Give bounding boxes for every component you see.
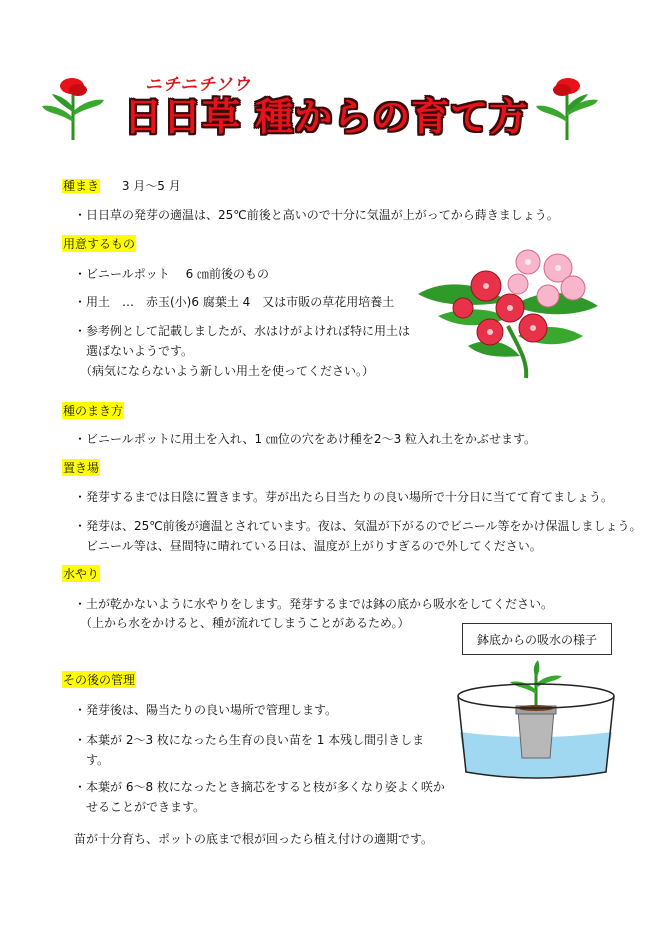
flower-sprout-icon-left — [38, 72, 108, 142]
placement-item2-line1: ・発芽は、25℃前後が適温とされています。夜は、気温が下がるのでビニール等をかけ保温しましょう。 — [74, 519, 642, 533]
sowing-row — [62, 177, 181, 194]
section-heading-materials: 用意するもの — [63, 237, 136, 251]
aftercare-item1: ・発芽後は、陽当たりの良い場所で管理します。 — [74, 703, 338, 717]
sowing-text: ・日日草の発芽の適温は、25℃前後と高いので十分に気温が上がってから蒔きましょう。 — [74, 208, 559, 222]
section-heading-sowing: 種まき — [63, 179, 100, 193]
aftercare-item3-line1: ・本葉が 6～8 枚になったとき摘芯をすると枝が多くなり姿よく咲か — [74, 780, 445, 794]
materials-item-soil: ・用土 … 赤玉(小)6 腐葉土 4 又は市販の草花用培養土 — [74, 295, 395, 309]
sowing-period: 3 月～5 月 — [121, 179, 181, 193]
section-heading-aftercare: その後の管理 — [63, 673, 136, 687]
section-heading-watering: 水やり — [63, 567, 100, 581]
aftercare-item3-line2: せることができます。 — [86, 800, 206, 814]
materials-note-line3: （病気にならないよう新しい用土を使ってください。） — [80, 364, 375, 378]
aftercare-closing: 苗が十分育ち、ポットの底まで根が回ったら植え付けの適期です。 — [74, 832, 434, 846]
flower-sprout-icon-right — [532, 72, 602, 142]
aftercare-item2-line2: す。 — [86, 753, 110, 767]
periwinkle-flowers-illustration — [408, 246, 608, 380]
materials-item-pot: ・ビニールポット 6 ㎝前後のもの — [74, 267, 270, 281]
placement-item2-line2: ビニール等は、昼間特に晴れている日は、温度が上がりすぎるので外してください。 — [86, 539, 542, 553]
figure-caption: 鉢底からの吸水の様子 — [462, 623, 612, 655]
pot-in-water-illustration — [452, 660, 620, 782]
page-title: 日日草 種からの育て方 — [124, 95, 529, 139]
section-heading-placement: 置き場 — [63, 461, 100, 475]
watering-line1: ・土が乾かないように水やりをします。発芽するまでは鉢の底から吸水をしてください。 — [74, 597, 554, 611]
section-heading-method: 種のまき方 — [63, 404, 124, 418]
aftercare-item2-line1: ・本葉が 2～3 枚になったら生育の良い苗を 1 本残し間引きしま — [74, 733, 425, 747]
title-ruby: ニチニチソウ — [144, 75, 252, 95]
materials-note-line1: ・参考例として記載しましたが、水はけがよければ特に用土は — [74, 324, 411, 338]
watering-line2: （上から水をかけると、種が流れてしまうことがあるため。） — [80, 616, 410, 630]
method-text: ・ビニールポットに用土を入れ、1 ㎝位の穴をあけ種を2～3 粒入れ土をかぶせます。 — [74, 432, 537, 446]
materials-note-line2: 選ばないようです。 — [86, 344, 194, 358]
placement-item1: ・発芽するまでは日陰に置きます。芽が出たら日当たりの良い場所で十分日に当てて育てましょう。 — [74, 490, 614, 504]
